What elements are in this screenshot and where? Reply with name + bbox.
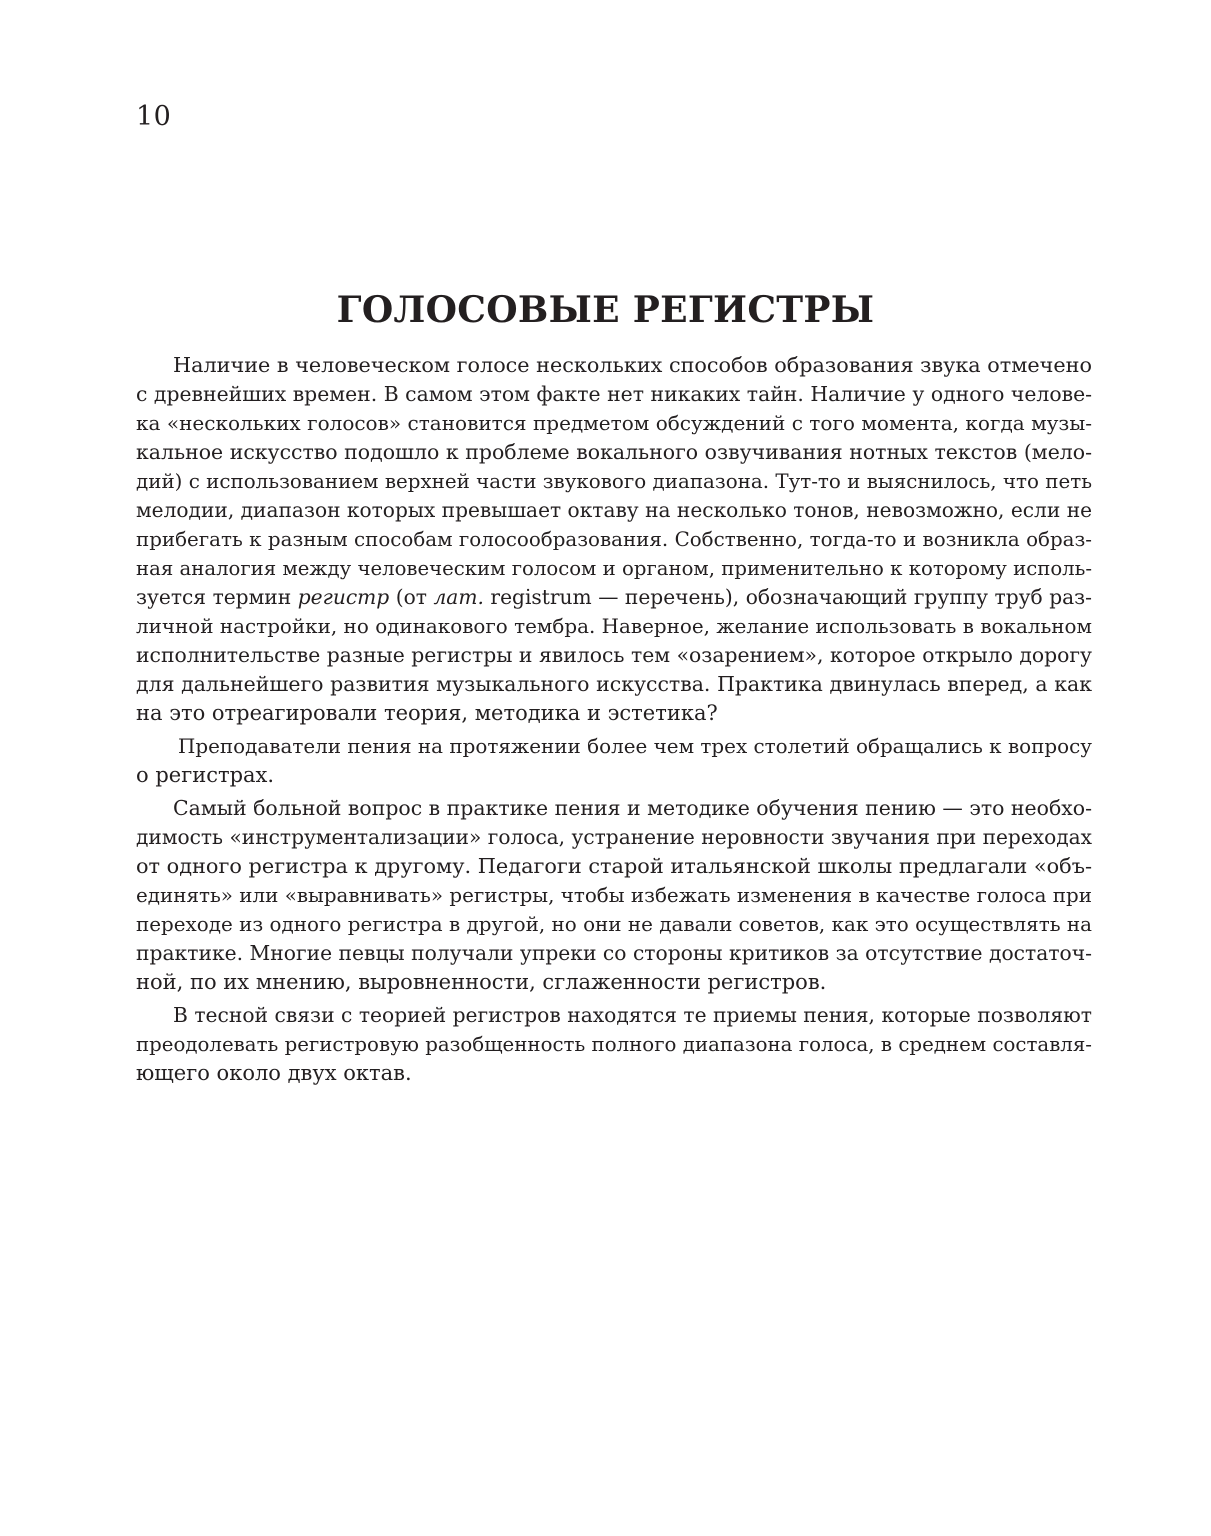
text-line: личной настройки, но одинакового тембра. Наверное, желание использовать в вокальном — [136, 615, 1092, 638]
text-line: единять» или «выравнивать» регистры, чтобы избежать изменения в качестве голоса при — [136, 884, 1092, 907]
text-line: исполнительстве разные регистры и явилось тем «озарением», которое открыло дорогу — [136, 643, 1092, 667]
text-line: прибегать к разным способам голосообразования. Собственно, тогда-то и возникла образ- — [136, 528, 1092, 551]
text-line: Преподаватели пения на протяжении более чем трех столетий обращались к вопросу — [178, 735, 1092, 758]
text-line: мелодии, диапазон которых превышает октаву на несколько тонов, невозможно, если не — [136, 498, 1093, 522]
text-line: кальное искусство подошло к проблеме вокального озвучивания нотных текстов (мело- — [136, 440, 1092, 464]
text-line: преодолевать регистровую разобщенность полного диапазона голоса, в среднем составля- — [136, 1033, 1092, 1056]
text-line: дий) с использованием верхней части звукового диапазона. Тут-то и выяснилось, что петь — [136, 470, 1092, 493]
text-line: переходе из одного регистра в другой, но они не давали советов, как это осуществлять на — [136, 913, 1092, 936]
text-line: ющего около двух октав. — [136, 1061, 412, 1085]
text-line: о регистрах. — [136, 763, 275, 787]
text-fragment: registrum — перечень), обозначающий группу труб раз- — [483, 585, 1092, 609]
text-line: с древнейших времен. В самом этом факте нет никаких тайн. Наличие у одного челове- — [136, 382, 1092, 406]
text-line: ная аналогия между человеческим голосом и органом, применительно к которому исполь- — [136, 557, 1092, 580]
paragraph-2 — [136, 732, 1092, 790]
text-line-with-italics — [136, 583, 1092, 612]
paragraph-1 — [136, 351, 1092, 728]
italic-abbreviation: лат. — [433, 585, 484, 609]
paragraph-3 — [136, 794, 1092, 997]
text-line: Самый больной вопрос в практике пения и методике обучения пению — это необхо- — [173, 796, 1092, 820]
paragraph-4 — [136, 1001, 1092, 1088]
page-title: ГОЛОСОВЫЕ РЕГИСТРЫ — [336, 289, 875, 331]
body-text — [136, 351, 1092, 1092]
text-line: димость «инструментализации» голоса, устранение неровности звучания при переходах — [136, 825, 1092, 849]
text-line: ка «нескольких голосов» становится предметом обсуждений с того момента, когда музы- — [136, 411, 1092, 435]
text-line: В тесной связи с теорией регистров находятся те приемы пения, которые позволяют — [173, 1003, 1092, 1027]
italic-term: регистр — [297, 585, 390, 609]
text-line: от одного регистра к другому. Педагоги старой итальянской школы предлагали «объ- — [136, 854, 1093, 878]
text-line: Наличие в человеческом голосе нескольких способов образования звука отмечено — [173, 353, 1092, 377]
text-fragment: (от — [389, 585, 434, 609]
text-fragment: зуется термин — [136, 585, 298, 609]
text-line: на это отреагировали теория, методика и эстетика? — [136, 701, 718, 725]
text-line: для дальнейшего развития музыкального искусства. Практика двинулась вперед, а как — [136, 672, 1092, 696]
text-line: ной, по их мнению, выровненности, сглаженности регистров. — [136, 970, 827, 994]
text-line: практике. Многие певцы получали упреки со стороны критиков за отсутствие достаточ- — [136, 941, 1092, 965]
page-number: 10 — [136, 101, 172, 132]
